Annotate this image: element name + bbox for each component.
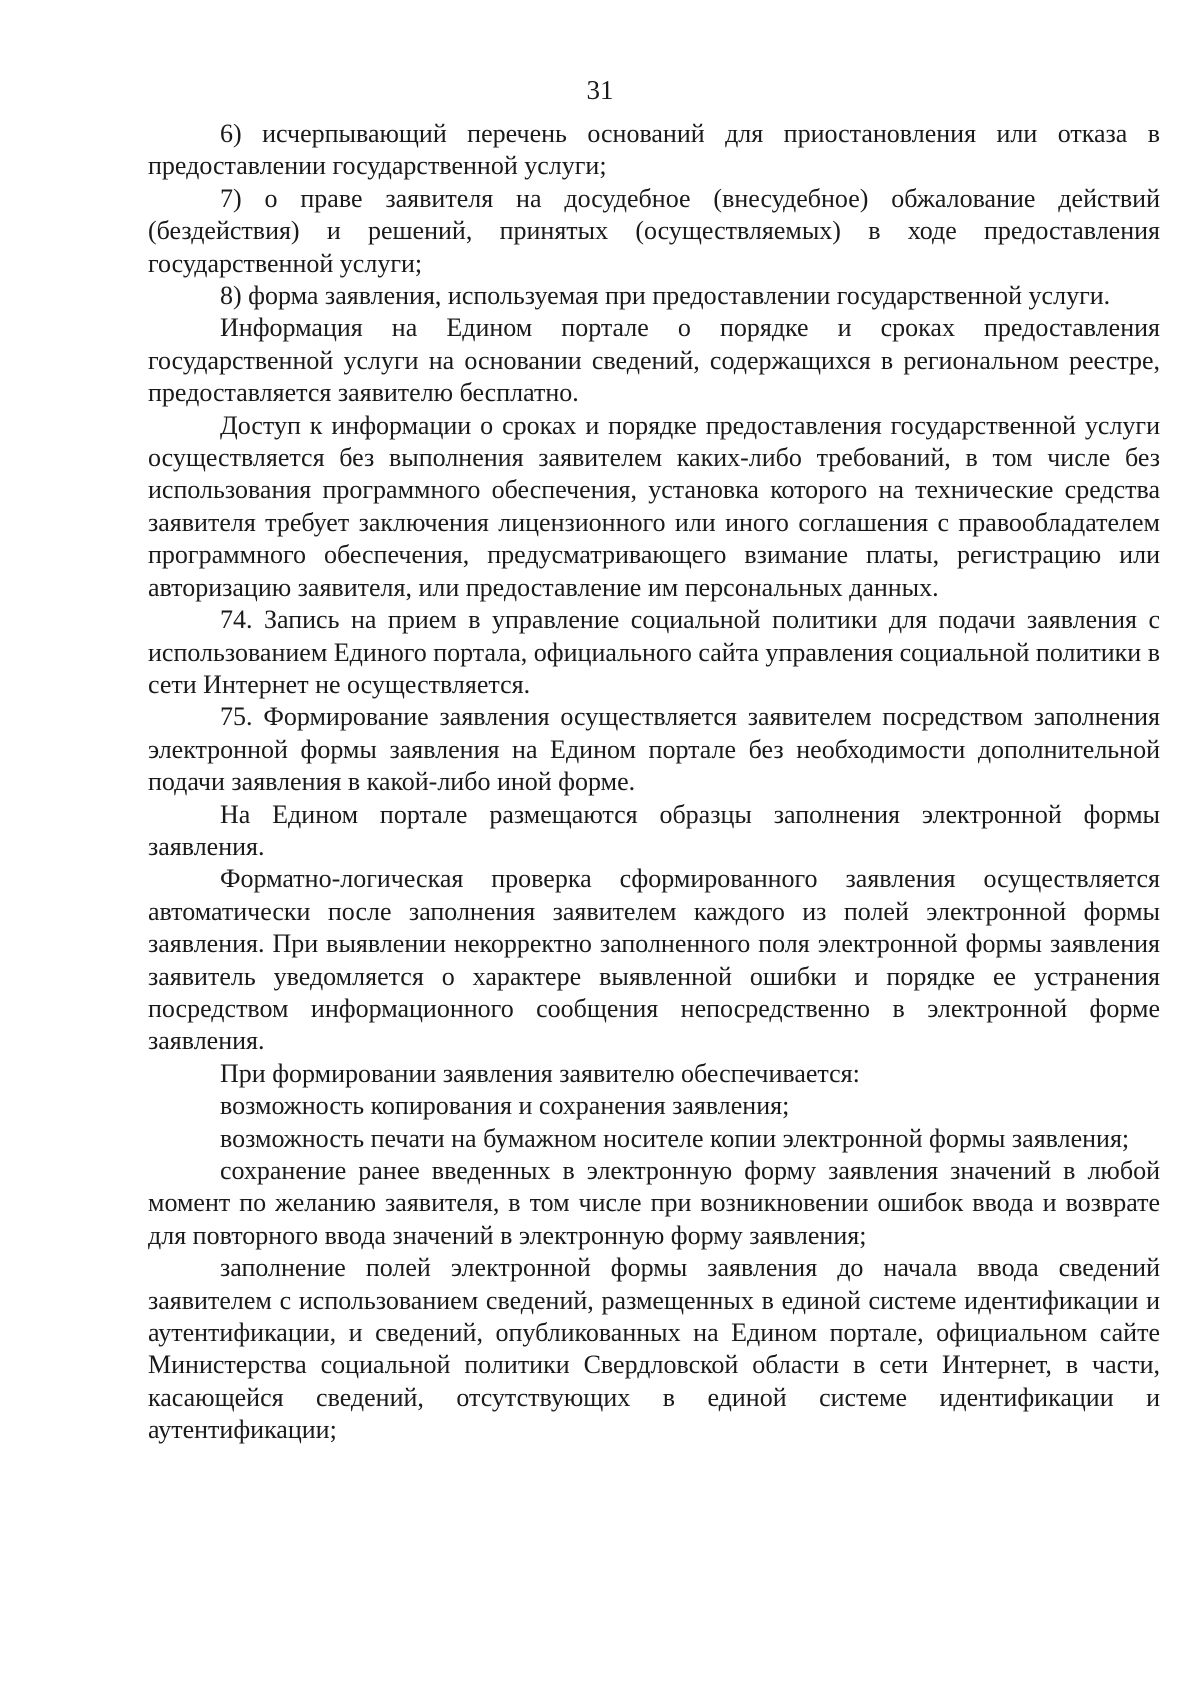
paragraph-print: возможность печати на бумажном носителе копии электронной формы заявления;	[220, 1123, 1130, 1153]
page-number: 31	[586, 75, 614, 105]
paragraph-item-7: 7) о праве заявителя на досудебное (внесудебное) обжалование действий (бездействия) и решений, принятых (осуществляемых) в ходе предоставления государственной услуги;	[148, 183, 1160, 278]
paragraph-item-6: 6) исчерпывающий перечень оснований для приостановления или отказа в предоставлении государственной услуги;	[148, 119, 1160, 181]
paragraph-clause-75: 75. Формирование заявления осуществляется заявителем посредством заполнения электронной формы заявления на Едином портале без необходимости дополнительной подачи заявления в какой-либо иной форме.	[148, 702, 1160, 797]
paragraph-clause-74: 74. Запись на прием в управление социальной политики для подачи заявления с использованием Единого портала, официального сайта управления социальной политики в сети Интернет не осуществляется.	[148, 605, 1160, 699]
paragraph-provided-list-intro: При формировании заявления заявителю обеспечивается:	[220, 1058, 860, 1088]
paragraph-keep-values: сохранение ранее введенных в электронную форму заявления значений в любой момент по желанию заявителя, в том числе при возникновении ошибок ввода и возврате для повторного ввода значений в электронную форму заявления;	[148, 1156, 1160, 1250]
paragraph-portal-info: Информация на Едином портале о порядке и сроках предоставления государственной услуги на основании сведений, содержащихся в региональном реестре, предоставляется заявителю бесплатно.	[148, 313, 1160, 408]
document-body	[148, 118, 1160, 1447]
paragraph-item-8: 8) форма заявления, используемая при предоставлении государственной услуги.	[220, 281, 1111, 311]
paragraph-access-info: Доступ к информации о сроках и порядке предоставления государственной услуги осуществляется без выполнения заявителем каких-либо требований, в том числе без использования программного обеспечения, установка которого на технические средства заявителя требует заключения лицензионного или иного соглашения с правообладателем программного обеспечения, предусматривающего взимание платы, регистрацию или авторизацию заявителя, или предоставление им персональных данных.	[148, 410, 1160, 602]
paragraph-copy-save: возможность копирования и сохранения заявления;	[220, 1091, 790, 1121]
paragraph-prefill: заполнение полей электронной формы заявления до начала ввода сведений заявителем с использованием сведений, размещенных в единой системе идентификации и аутентификации, и сведений, опубликованных на Едином портале, официальном сайте Министерства социальной политики Свердловской области в сети Интернет, в части, касающейся сведений, отсутствующих в единой системе идентификации и аутентификации;	[148, 1253, 1160, 1445]
paragraph-samples: На Едином портале размещаются образцы заполнения электронной формы заявления.	[148, 799, 1160, 861]
paragraph-format-check: Форматно-логическая проверка сформированного заявления осуществляется автоматически после заполнения заявителем каждого из полей электронной формы заявления. При выявлении некорректно заполненного поля электронной формы заявления заявитель уведомляется о характере выявленной ошибки и порядке ее устранения посредством информационного сообщения непосредственно в электронной форме заявления.	[148, 864, 1160, 1056]
